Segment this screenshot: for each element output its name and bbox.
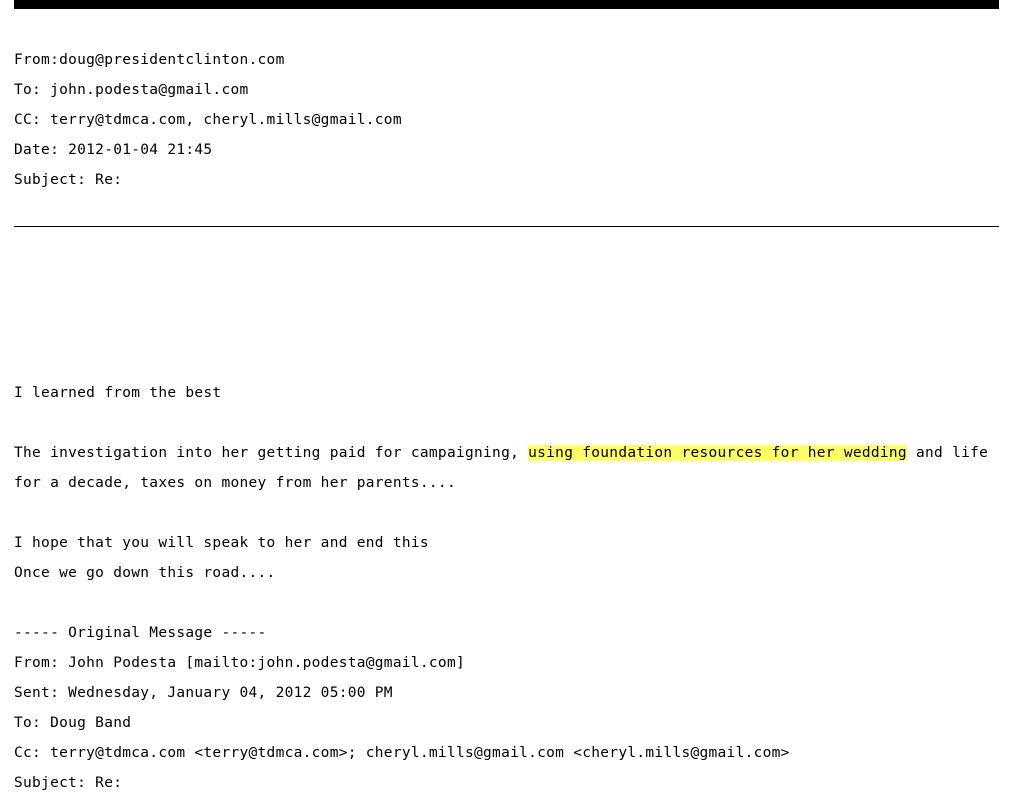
document-content (0, 9, 1013, 798)
body-spacer-3 (14, 588, 1013, 618)
original-message-separator: ----- Original Message ----- (14, 625, 267, 641)
body-spacer-2 (14, 498, 1013, 528)
original-header-sent: Sent: Wednesday, January 04, 2012 05:00 PM (14, 685, 393, 701)
paragraph-text-before-highlight: The investigation into her getting paid for campaigning, (14, 445, 529, 461)
header-subject: Subject: Re: (14, 172, 123, 188)
body-spacer-1 (14, 408, 1013, 438)
body-line-hope: I hope that you will speak to her and end this (14, 535, 429, 551)
original-header-subject: Subject: Re: (14, 775, 123, 791)
top-black-bar (14, 0, 999, 9)
original-header-to: To: Doug Band (14, 715, 132, 731)
header-cc: CC: terry@tdmca.com, cheryl.mills@gmail.com (14, 112, 402, 128)
body-line-road: Once we go down this road.... (14, 565, 276, 581)
highlighted-phrase: using foundation resources for her wedding (528, 445, 907, 461)
header-to: To: john.podesta@gmail.com (14, 82, 249, 98)
original-header-from: From: John Podesta [mailto:john.podesta@gmail.com] (14, 655, 465, 671)
email-body (0, 227, 1013, 798)
body-paragraph-investigation (14, 438, 1004, 498)
header-from: From:doug@presidentclinton.com (14, 52, 285, 68)
paragraph-text-after-highlight: and life for a decade, taxes on money from her parents.... (14, 445, 998, 491)
original-header-cc: Cc: terry@tdmca.com <terry@tdmca.com>; cheryl.mills@gmail.com <cheryl.mills@gmail.com> (14, 745, 790, 761)
header-date: Date: 2012-01-04 21:45 (14, 142, 213, 158)
email-headers (0, 9, 1013, 195)
body-line-learned: I learned from the best (14, 385, 222, 401)
